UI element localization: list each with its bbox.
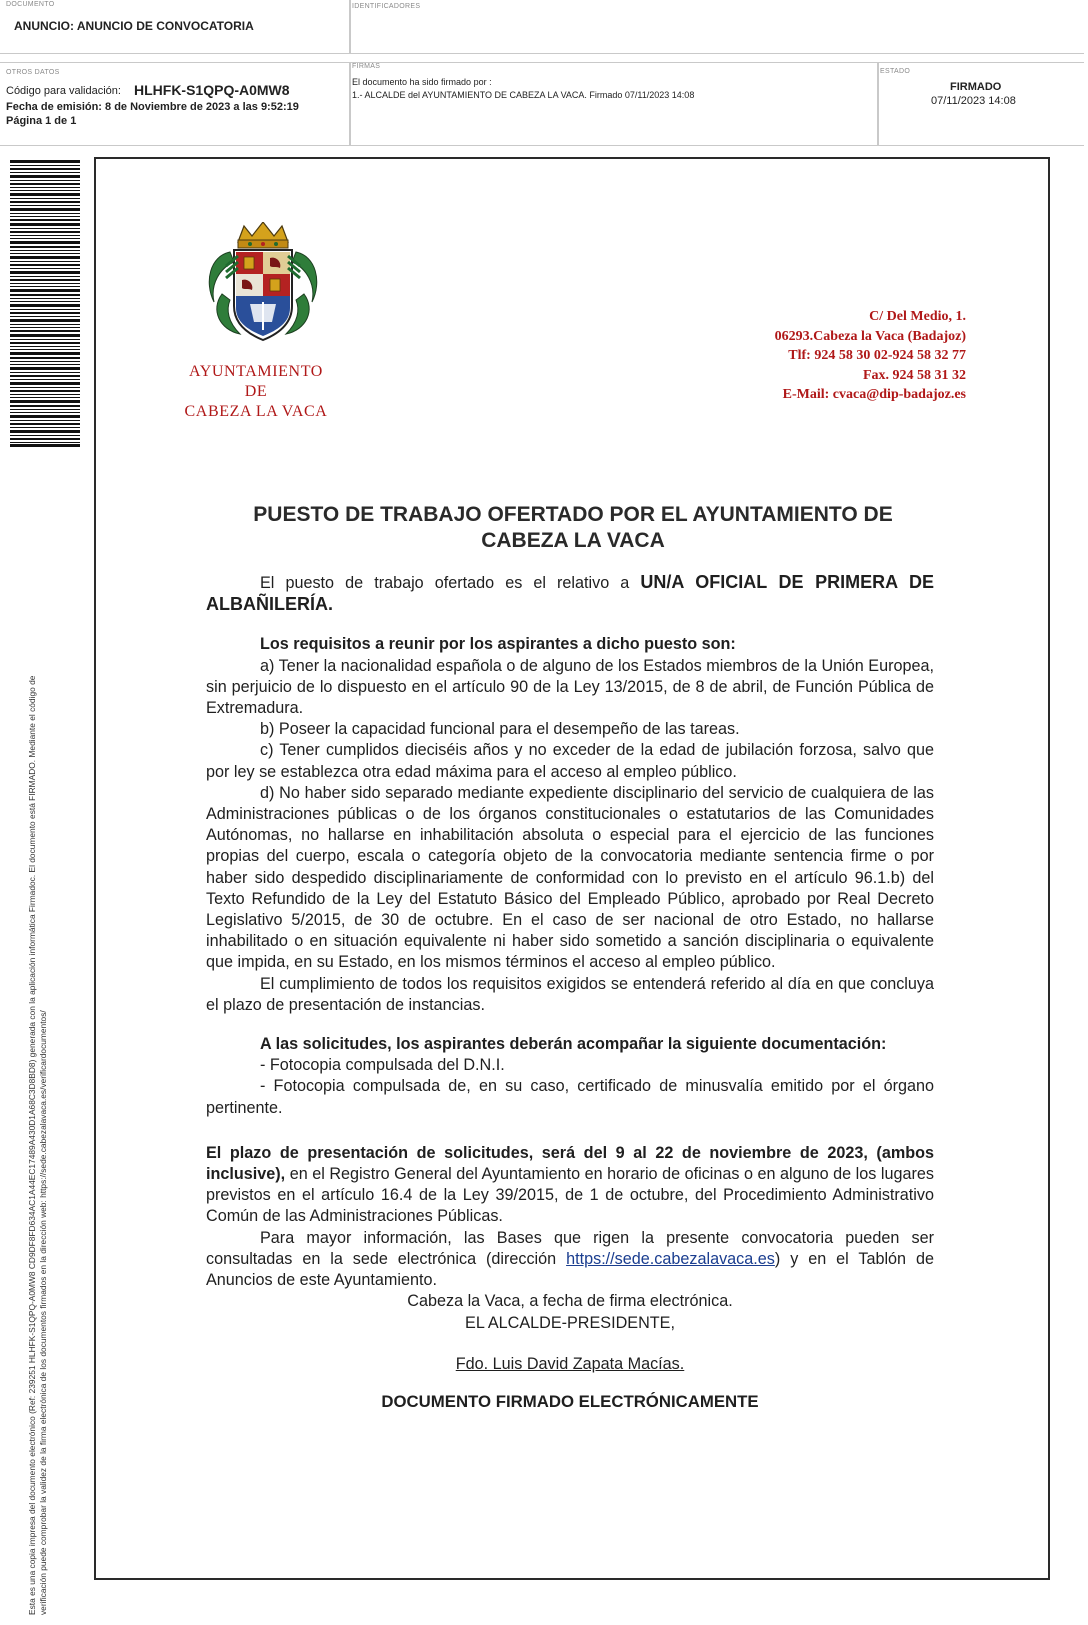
intro-paragraph xyxy=(206,572,934,616)
fax-line: Fax. 924 58 31 32 xyxy=(862,367,966,383)
documentation-item-1: - Fotocopia compulsada del D.N.I. xyxy=(260,1056,505,1075)
otros-datos-label: OTROS DATOS xyxy=(6,69,60,76)
identificadores-label: IDENTIFICADORES xyxy=(352,3,421,10)
fecha-emision: Fecha de emisión: 8 de Noviembre de 2023 a las 9:52:19 xyxy=(6,101,299,113)
header-firmas-cell xyxy=(350,62,878,146)
intro-text: El puesto de trabajo ofertado es el relativo a xyxy=(260,574,641,592)
header-identificadores-cell xyxy=(350,0,1084,54)
side-text-line-1: Esta es una copia impresa del documento electrónico (Ref: 239251 HLHFK-S1QPQ-A0MW8 CD9DF8FD634AC1A44EC17489A430D1A68C3D8BD8) generada con la aplicación informática Firmadoc. El documento está FIRMADO. Mediante el código de xyxy=(27,675,37,1615)
estado-date: 07/11/2023 14:08 xyxy=(931,95,1016,107)
documentation-heading-text: A las solicitudes, los aspirantes deberán acompañar la siguiente documentación: xyxy=(260,1035,887,1054)
codigo-validacion-label: Código para validación: xyxy=(6,85,121,97)
pagina-count: Página 1 de 1 xyxy=(6,115,77,127)
documento-value: ANUNCIO: ANUNCIO DE CONVOCATORIA xyxy=(14,19,254,33)
requirement-b: b) Poseer la capacidad funcional para el desempeño de las tareas. xyxy=(260,720,740,739)
document-body xyxy=(206,572,934,1412)
info-post-text: ) y en el Tablón de Anuncios de este Ayuntamiento. xyxy=(206,1249,934,1290)
documentation-heading xyxy=(206,1034,934,1055)
ayto-line-1: AYUNTAMIENTO xyxy=(189,363,323,380)
signer-name: Fdo. Luis David Zapata Macías. xyxy=(455,1354,685,1373)
signed-electronically-note: DOCUMENTO FIRMADO ELECTRÓNICAMENTE xyxy=(381,1391,759,1411)
phone-line: Tlf: 924 58 30 02-924 58 32 77 xyxy=(788,348,966,363)
title-line-1: PUESTO DE TRABAJO OFERTADO POR EL AYUNTAMIENTO DE xyxy=(253,503,893,526)
barcode-image xyxy=(10,160,80,447)
info-paragraph xyxy=(206,1228,934,1292)
estado-label: ESTADO xyxy=(880,68,911,75)
job-title: UN/A OFICIAL DE PRIMERA DE ALBAÑILERÍA. xyxy=(206,572,934,615)
alcalde-title: EL ALCALDE-PRESIDENTE, xyxy=(465,1313,675,1332)
signer-name-wrap xyxy=(206,1354,934,1375)
requirement-c: c) Tener cumplidos dieciséis años y no exceder de la edad de jubilación forzosa, salvo que por ley se establezca otra edad máxima para el acceso al empleo público. xyxy=(206,741,934,781)
plazo-paragraph xyxy=(206,1143,934,1228)
requirements-fulfil: El cumplimiento de todos los requisitos exigidos se entenderá referido al día en que concluya el plazo de presentación de instancias. xyxy=(206,974,934,1014)
estado-value: FIRMADO xyxy=(950,81,1002,93)
plazo-rest-text: en el Registro General del Ayuntamiento en horario de oficinas o en alguno de los lugares previstos en el artículo 16.4 de la Ley 39/2015, de 1 de octubre, del Procedimiento Administrativo Común de las Administraciones Públicas. xyxy=(206,1165,934,1226)
documentation-item-2: - Fotocopia compulsada de, en su caso, certificado de minusvalía emitido por el órgano pertinente. xyxy=(206,1077,934,1117)
title-line-2: CABEZA LA VACA xyxy=(481,529,665,552)
ayto-line-3: CABEZA LA VACA xyxy=(184,403,328,420)
address-line-2: 06293.Cabeza la Vaca (Badajoz) xyxy=(774,328,966,344)
document-title xyxy=(208,502,938,554)
requirement-a: a) Tener la nacionalidad española o de alguno de los Estados miembros de la Unión Europea, sin perjuicio de lo dispuesto en el artículo 90 de la Ley 13/2015, de 8 de abril, de Función Pública de Extremadura. xyxy=(206,656,934,718)
contact-block xyxy=(775,307,966,405)
requirement-d: d) No haber sido separado mediante expediente disciplinario del servicio de cualquiera de las Administraciones públicas o de los órganos constitucionales o estatutarios de las Comunidades Autónomas, no hallarse en inhabilitación absoluta o especial para el ejercicio de las funciones propias del cuerpo, escala o categoría objeto de la convocatoria mediante sentencia firme o por haber sido despedido disciplinariamente de conformidad con lo previsto en el artículo 96.1.b) del Texto Refundido de la Ley del Estatuto Básico del Empleado Público, aprobado por Real Decreto Legislativo 5/2015, de 30 de octubre. En el caso de ser nacional de otro Estado, no hallarse inhabilitado o en situación equivalente ni haber sido sometido a sanción disciplinaria o equivalente que impida, en su Estado, en los mismos términos el acceso al empleo público. xyxy=(206,783,934,972)
verification-side-text xyxy=(27,475,49,1615)
ayto-line-2: DE xyxy=(244,383,268,400)
email-line: E-Mail: cvaca@dip-badajoz.es xyxy=(782,387,966,402)
codigo-validacion-value: HLHFK-S1QPQ-A0MW8 xyxy=(134,82,290,98)
side-text-line-2: verificación puede comprobar la validez de la firma electrónica de los documentos firmados en la dirección web: https://sede.cabezalavaca.es/verificardocumentos/ xyxy=(38,1010,48,1615)
firmas-intro: El documento ha sido firmado por : xyxy=(352,77,492,87)
plazo-bold-text: El plazo de presentación de solicitudes, será del 9 al 22 de noviembre de 2023, (ambos inclusive), xyxy=(206,1143,934,1184)
sede-electronica-link[interactable]: https://sede.cabezalavaca.es xyxy=(566,1249,775,1268)
requirements-heading xyxy=(206,634,934,655)
firmas-signer-line: 1.- ALCALDE del AYUNTAMIENTO DE CABEZA LA VACA. Firmado 07/11/2023 14:08 xyxy=(352,90,695,100)
coat-of-arms-logo xyxy=(200,222,326,348)
requirements-heading-text: Los requisitos a reunir por los aspirantes a dicho puesto son: xyxy=(260,635,736,654)
ayuntamiento-name xyxy=(176,362,336,422)
place-date: Cabeza la Vaca, a fecha de firma electrónica. xyxy=(407,1292,733,1311)
info-pre-text: Para mayor información, las Bases que rigen la presente convocatoria pueden ser consultadas en la sede electrónica (dirección xyxy=(206,1228,934,1268)
documento-label: DOCUMENTO xyxy=(6,1,55,8)
firmas-label: FIRMAS xyxy=(352,63,381,70)
address-line-1: C/ Del Medio, 1. xyxy=(869,309,966,324)
